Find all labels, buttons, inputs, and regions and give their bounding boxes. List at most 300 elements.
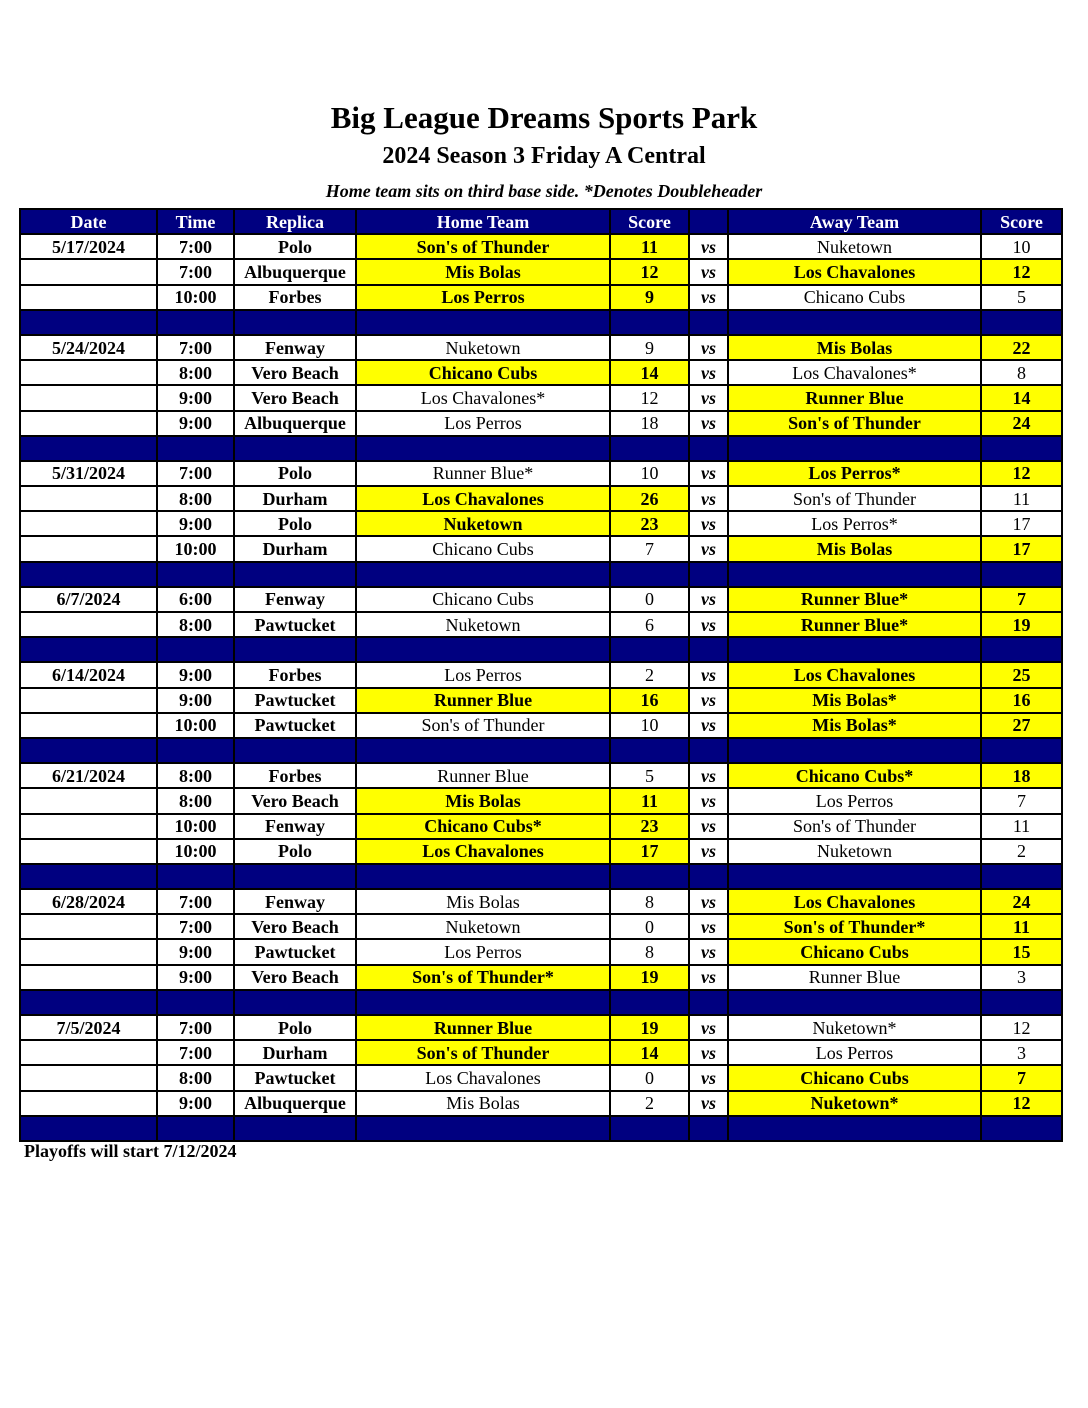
page-title: Big League Dreams Sports Park — [330, 100, 758, 135]
vs-cell: vs — [689, 939, 728, 964]
home-team-cell: Runner Blue — [356, 763, 610, 788]
header-time: Time — [157, 209, 234, 234]
week-separator-row — [20, 864, 1062, 889]
separator-cell — [234, 562, 356, 587]
table-row — [20, 335, 1062, 360]
separator-cell — [981, 310, 1062, 335]
separator-cell — [356, 864, 610, 889]
week-separator-row — [20, 310, 1062, 335]
separator-cell — [20, 1116, 157, 1141]
separator-cell — [234, 310, 356, 335]
home-score-cell: 5 — [610, 763, 689, 788]
time-cell: 7:00 — [157, 1040, 234, 1065]
away-team-cell: Los Perros* — [728, 461, 981, 486]
date-cell — [20, 486, 157, 511]
away-score-cell: 3 — [981, 1040, 1062, 1065]
date-cell — [20, 511, 157, 536]
away-score-cell: 27 — [981, 713, 1062, 738]
away-score-cell: 5 — [981, 285, 1062, 310]
away-team-cell: Son's of Thunder — [728, 486, 981, 511]
time-cell: 8:00 — [157, 360, 234, 385]
replica-cell: Durham — [234, 486, 356, 511]
date-cell: 6/14/2024 — [20, 662, 157, 687]
away-team-cell: Runner Blue — [728, 965, 981, 990]
home-score-cell: 26 — [610, 486, 689, 511]
header-date: Date — [20, 209, 157, 234]
home-score-cell: 14 — [610, 1040, 689, 1065]
home-team-cell: Chicano Cubs — [356, 360, 610, 385]
home-team-cell: Son's of Thunder — [356, 713, 610, 738]
header-replica: Replica — [234, 209, 356, 234]
away-score-cell: 2 — [981, 839, 1062, 864]
separator-cell — [689, 738, 728, 763]
replica-cell: Vero Beach — [234, 360, 356, 385]
time-cell: 7:00 — [157, 889, 234, 914]
replica-cell: Albuquerque — [234, 259, 356, 284]
date-cell — [20, 914, 157, 939]
away-team-cell: Son's of Thunder — [728, 411, 981, 436]
home-team-cell: Los Perros — [356, 285, 610, 310]
away-team-cell: Nuketown — [728, 234, 981, 259]
time-cell: 7:00 — [157, 259, 234, 284]
home-score-cell: 0 — [610, 587, 689, 612]
vs-cell: vs — [689, 839, 728, 864]
home-team-cell: Nuketown — [356, 612, 610, 637]
table-row — [20, 914, 1062, 939]
vs-cell: vs — [689, 713, 728, 738]
away-team-cell: Chicano Cubs — [728, 939, 981, 964]
home-team-cell: Nuketown — [356, 914, 610, 939]
away-score-cell: 12 — [981, 1015, 1062, 1040]
away-score-cell: 12 — [981, 259, 1062, 284]
home-score-cell: 11 — [610, 234, 689, 259]
separator-cell — [610, 864, 689, 889]
home-score-cell: 14 — [610, 360, 689, 385]
header-home-score: Score — [610, 209, 689, 234]
separator-cell — [157, 310, 234, 335]
separator-cell — [157, 637, 234, 662]
home-team-cell: Los Perros — [356, 662, 610, 687]
away-score-cell: 8 — [981, 360, 1062, 385]
vs-cell: vs — [689, 511, 728, 536]
playoffs-note: Playoffs will start 7/12/2024 — [24, 1141, 237, 1161]
away-team-cell: Los Chavalones — [728, 662, 981, 687]
away-score-cell: 25 — [981, 662, 1062, 687]
home-team-cell: Runner Blue* — [356, 461, 610, 486]
home-score-cell: 18 — [610, 411, 689, 436]
time-cell: 7:00 — [157, 234, 234, 259]
home-team-cell: Los Chavalones — [356, 839, 610, 864]
away-team-cell: Los Perros — [728, 1040, 981, 1065]
separator-cell — [356, 1116, 610, 1141]
home-score-cell: 23 — [610, 511, 689, 536]
home-score-cell: 9 — [610, 335, 689, 360]
away-score-cell: 7 — [981, 1065, 1062, 1090]
separator-cell — [356, 738, 610, 763]
away-team-cell: Los Chavalones* — [728, 360, 981, 385]
date-cell: 5/31/2024 — [20, 461, 157, 486]
replica-cell: Forbes — [234, 763, 356, 788]
home-team-cell: Mis Bolas — [356, 1091, 610, 1116]
separator-cell — [356, 310, 610, 335]
header-home-team: Home Team — [356, 209, 610, 234]
week-separator-row — [20, 738, 1062, 763]
home-score-cell: 12 — [610, 385, 689, 410]
table-row — [20, 234, 1062, 259]
replica-cell: Vero Beach — [234, 385, 356, 410]
home-team-cell: Mis Bolas — [356, 788, 610, 813]
away-team-cell: Nuketown* — [728, 1015, 981, 1040]
home-score-cell: 9 — [610, 285, 689, 310]
page-subtitle: 2024 Season 3 Friday A Central — [382, 143, 706, 169]
replica-cell: Pawtucket — [234, 688, 356, 713]
time-cell: 10:00 — [157, 285, 234, 310]
separator-cell — [157, 738, 234, 763]
vs-cell: vs — [689, 1091, 728, 1116]
date-cell — [20, 965, 157, 990]
table-row — [20, 662, 1062, 687]
time-cell: 9:00 — [157, 411, 234, 436]
away-score-cell: 17 — [981, 536, 1062, 561]
away-score-cell: 11 — [981, 914, 1062, 939]
table-row — [20, 461, 1062, 486]
away-team-cell: Chicano Cubs — [728, 1065, 981, 1090]
separator-cell — [20, 990, 157, 1015]
date-cell — [20, 814, 157, 839]
separator-cell — [689, 1116, 728, 1141]
home-team-cell: Runner Blue — [356, 688, 610, 713]
home-score-cell: 19 — [610, 965, 689, 990]
table-row — [20, 285, 1062, 310]
vs-cell: vs — [689, 889, 728, 914]
replica-cell: Vero Beach — [234, 965, 356, 990]
separator-cell — [981, 637, 1062, 662]
home-score-cell: 16 — [610, 688, 689, 713]
time-cell: 10:00 — [157, 536, 234, 561]
date-cell: 5/17/2024 — [20, 234, 157, 259]
replica-cell: Fenway — [234, 587, 356, 612]
away-score-cell: 12 — [981, 461, 1062, 486]
away-score-cell: 11 — [981, 814, 1062, 839]
week-separator-row — [20, 990, 1062, 1015]
away-team-cell: Chicano Cubs* — [728, 763, 981, 788]
date-cell — [20, 688, 157, 713]
table-header-row — [20, 209, 1062, 234]
table-row — [20, 965, 1062, 990]
away-score-cell: 15 — [981, 939, 1062, 964]
separator-cell — [20, 310, 157, 335]
away-team-cell: Son's of Thunder* — [728, 914, 981, 939]
vs-cell: vs — [689, 814, 728, 839]
separator-cell — [157, 864, 234, 889]
week-separator-row — [20, 637, 1062, 662]
week-separator-row — [20, 1116, 1062, 1141]
vs-cell: vs — [689, 587, 728, 612]
separator-cell — [20, 436, 157, 461]
time-cell: 10:00 — [157, 713, 234, 738]
date-cell — [20, 1091, 157, 1116]
away-team-cell: Mis Bolas — [728, 536, 981, 561]
table-row — [20, 511, 1062, 536]
home-team-cell: Chicano Cubs* — [356, 814, 610, 839]
home-team-cell: Runner Blue — [356, 1015, 610, 1040]
separator-cell — [356, 990, 610, 1015]
home-team-cell: Mis Bolas — [356, 259, 610, 284]
week-separator-row — [20, 436, 1062, 461]
home-score-cell: 11 — [610, 788, 689, 813]
time-cell: 9:00 — [157, 939, 234, 964]
vs-cell: vs — [689, 788, 728, 813]
separator-cell — [157, 436, 234, 461]
separator-cell — [610, 990, 689, 1015]
separator-cell — [610, 738, 689, 763]
replica-cell: Polo — [234, 1015, 356, 1040]
replica-cell: Albuquerque — [234, 411, 356, 436]
vs-cell: vs — [689, 259, 728, 284]
away-team-cell: Chicano Cubs — [728, 285, 981, 310]
separator-cell — [689, 436, 728, 461]
vs-cell: vs — [689, 234, 728, 259]
header-away-score: Score — [981, 209, 1062, 234]
away-score-cell: 7 — [981, 788, 1062, 813]
replica-cell: Polo — [234, 234, 356, 259]
home-team-cell: Chicano Cubs — [356, 536, 610, 561]
date-cell — [20, 939, 157, 964]
table-row — [20, 1040, 1062, 1065]
away-team-cell: Son's of Thunder — [728, 814, 981, 839]
replica-cell: Fenway — [234, 335, 356, 360]
separator-cell — [981, 864, 1062, 889]
table-row — [20, 763, 1062, 788]
vs-cell: vs — [689, 335, 728, 360]
home-team-cell: Los Perros — [356, 411, 610, 436]
date-cell: 5/24/2024 — [20, 335, 157, 360]
separator-cell — [234, 990, 356, 1015]
vs-cell: vs — [689, 662, 728, 687]
separator-cell — [728, 1116, 981, 1141]
away-team-cell: Nuketown* — [728, 1091, 981, 1116]
replica-cell: Pawtucket — [234, 612, 356, 637]
table-row — [20, 360, 1062, 385]
replica-cell: Durham — [234, 536, 356, 561]
home-score-cell: 8 — [610, 889, 689, 914]
separator-cell — [234, 864, 356, 889]
table-row — [20, 713, 1062, 738]
schedule-table — [19, 208, 1063, 1142]
separator-cell — [689, 990, 728, 1015]
time-cell: 9:00 — [157, 511, 234, 536]
away-team-cell: Los Chavalones — [728, 889, 981, 914]
away-team-cell: Mis Bolas — [728, 335, 981, 360]
separator-cell — [689, 562, 728, 587]
home-team-cell: Chicano Cubs — [356, 587, 610, 612]
home-score-cell: 17 — [610, 839, 689, 864]
table-row — [20, 889, 1062, 914]
away-score-cell: 24 — [981, 889, 1062, 914]
home-team-cell: Los Perros — [356, 939, 610, 964]
date-cell: 7/5/2024 — [20, 1015, 157, 1040]
separator-cell — [981, 738, 1062, 763]
separator-cell — [20, 738, 157, 763]
separator-cell — [728, 562, 981, 587]
home-team-cell: Nuketown — [356, 511, 610, 536]
replica-cell: Forbes — [234, 285, 356, 310]
away-team-cell: Los Chavalones — [728, 259, 981, 284]
schedule-note: Home team sits on third base side. *Denotes Doubleheader — [325, 181, 763, 201]
time-cell: 8:00 — [157, 763, 234, 788]
week-separator-row — [20, 562, 1062, 587]
vs-cell: vs — [689, 914, 728, 939]
date-cell — [20, 259, 157, 284]
separator-cell — [20, 562, 157, 587]
separator-cell — [981, 1116, 1062, 1141]
time-cell: 10:00 — [157, 839, 234, 864]
separator-cell — [728, 864, 981, 889]
separator-cell — [234, 738, 356, 763]
replica-cell: Polo — [234, 839, 356, 864]
separator-cell — [234, 637, 356, 662]
table-row — [20, 587, 1062, 612]
header-vs — [689, 209, 728, 234]
home-team-cell: Los Chavalones — [356, 1065, 610, 1090]
time-cell: 8:00 — [157, 1065, 234, 1090]
separator-cell — [689, 864, 728, 889]
separator-cell — [981, 562, 1062, 587]
separator-cell — [728, 436, 981, 461]
date-cell — [20, 385, 157, 410]
separator-cell — [610, 310, 689, 335]
table-row — [20, 259, 1062, 284]
home-team-cell: Los Chavalones — [356, 486, 610, 511]
away-score-cell: 7 — [981, 587, 1062, 612]
time-cell: 6:00 — [157, 587, 234, 612]
separator-cell — [728, 990, 981, 1015]
vs-cell: vs — [689, 385, 728, 410]
separator-cell — [981, 990, 1062, 1015]
replica-cell: Vero Beach — [234, 788, 356, 813]
separator-cell — [20, 864, 157, 889]
home-team-cell: Nuketown — [356, 335, 610, 360]
vs-cell: vs — [689, 1040, 728, 1065]
replica-cell: Fenway — [234, 814, 356, 839]
table-row — [20, 612, 1062, 637]
replica-cell: Polo — [234, 461, 356, 486]
home-score-cell: 23 — [610, 814, 689, 839]
home-score-cell: 2 — [610, 662, 689, 687]
replica-cell: Pawtucket — [234, 1065, 356, 1090]
table-row — [20, 839, 1062, 864]
replica-cell: Pawtucket — [234, 713, 356, 738]
table-row — [20, 1065, 1062, 1090]
home-score-cell: 10 — [610, 461, 689, 486]
away-score-cell: 22 — [981, 335, 1062, 360]
home-score-cell: 7 — [610, 536, 689, 561]
separator-cell — [157, 562, 234, 587]
table-row — [20, 385, 1062, 410]
vs-cell: vs — [689, 612, 728, 637]
separator-cell — [356, 562, 610, 587]
vs-cell: vs — [689, 1065, 728, 1090]
replica-cell: Vero Beach — [234, 914, 356, 939]
vs-cell: vs — [689, 461, 728, 486]
away-score-cell: 24 — [981, 411, 1062, 436]
time-cell: 7:00 — [157, 461, 234, 486]
vs-cell: vs — [689, 536, 728, 561]
date-cell — [20, 411, 157, 436]
time-cell: 8:00 — [157, 612, 234, 637]
date-cell — [20, 285, 157, 310]
replica-cell: Albuquerque — [234, 1091, 356, 1116]
time-cell: 9:00 — [157, 662, 234, 687]
vs-cell: vs — [689, 965, 728, 990]
home-score-cell: 6 — [610, 612, 689, 637]
vs-cell: vs — [689, 285, 728, 310]
separator-cell — [728, 637, 981, 662]
date-cell: 6/21/2024 — [20, 763, 157, 788]
home-team-cell: Son's of Thunder — [356, 234, 610, 259]
away-team-cell: Nuketown — [728, 839, 981, 864]
separator-cell — [234, 1116, 356, 1141]
away-score-cell: 16 — [981, 688, 1062, 713]
separator-cell — [728, 738, 981, 763]
separator-cell — [981, 436, 1062, 461]
table-row — [20, 486, 1062, 511]
vs-cell: vs — [689, 688, 728, 713]
vs-cell: vs — [689, 1015, 728, 1040]
table-row — [20, 788, 1062, 813]
table-row — [20, 1091, 1062, 1116]
home-team-cell: Son's of Thunder — [356, 1040, 610, 1065]
home-score-cell: 0 — [610, 1065, 689, 1090]
separator-cell — [356, 436, 610, 461]
away-score-cell: 12 — [981, 1091, 1062, 1116]
separator-cell — [610, 637, 689, 662]
table-row — [20, 939, 1062, 964]
separator-cell — [157, 1116, 234, 1141]
replica-cell: Durham — [234, 1040, 356, 1065]
date-cell: 6/7/2024 — [20, 587, 157, 612]
away-team-cell: Runner Blue — [728, 385, 981, 410]
time-cell: 8:00 — [157, 486, 234, 511]
away-team-cell: Los Perros* — [728, 511, 981, 536]
replica-cell: Fenway — [234, 889, 356, 914]
date-cell — [20, 1065, 157, 1090]
home-score-cell: 0 — [610, 914, 689, 939]
home-score-cell: 19 — [610, 1015, 689, 1040]
replica-cell: Polo — [234, 511, 356, 536]
separator-cell — [689, 310, 728, 335]
table-row — [20, 688, 1062, 713]
home-score-cell: 2 — [610, 1091, 689, 1116]
separator-cell — [157, 990, 234, 1015]
date-cell — [20, 536, 157, 561]
time-cell: 7:00 — [157, 1015, 234, 1040]
away-team-cell: Mis Bolas* — [728, 713, 981, 738]
away-score-cell: 11 — [981, 486, 1062, 511]
separator-cell — [356, 637, 610, 662]
separator-cell — [20, 637, 157, 662]
table-row — [20, 814, 1062, 839]
time-cell: 9:00 — [157, 965, 234, 990]
vs-cell: vs — [689, 486, 728, 511]
table-row — [20, 411, 1062, 436]
home-score-cell: 8 — [610, 939, 689, 964]
header-away-team: Away Team — [728, 209, 981, 234]
time-cell: 7:00 — [157, 335, 234, 360]
replica-cell: Pawtucket — [234, 939, 356, 964]
home-score-cell: 12 — [610, 259, 689, 284]
away-score-cell: 10 — [981, 234, 1062, 259]
